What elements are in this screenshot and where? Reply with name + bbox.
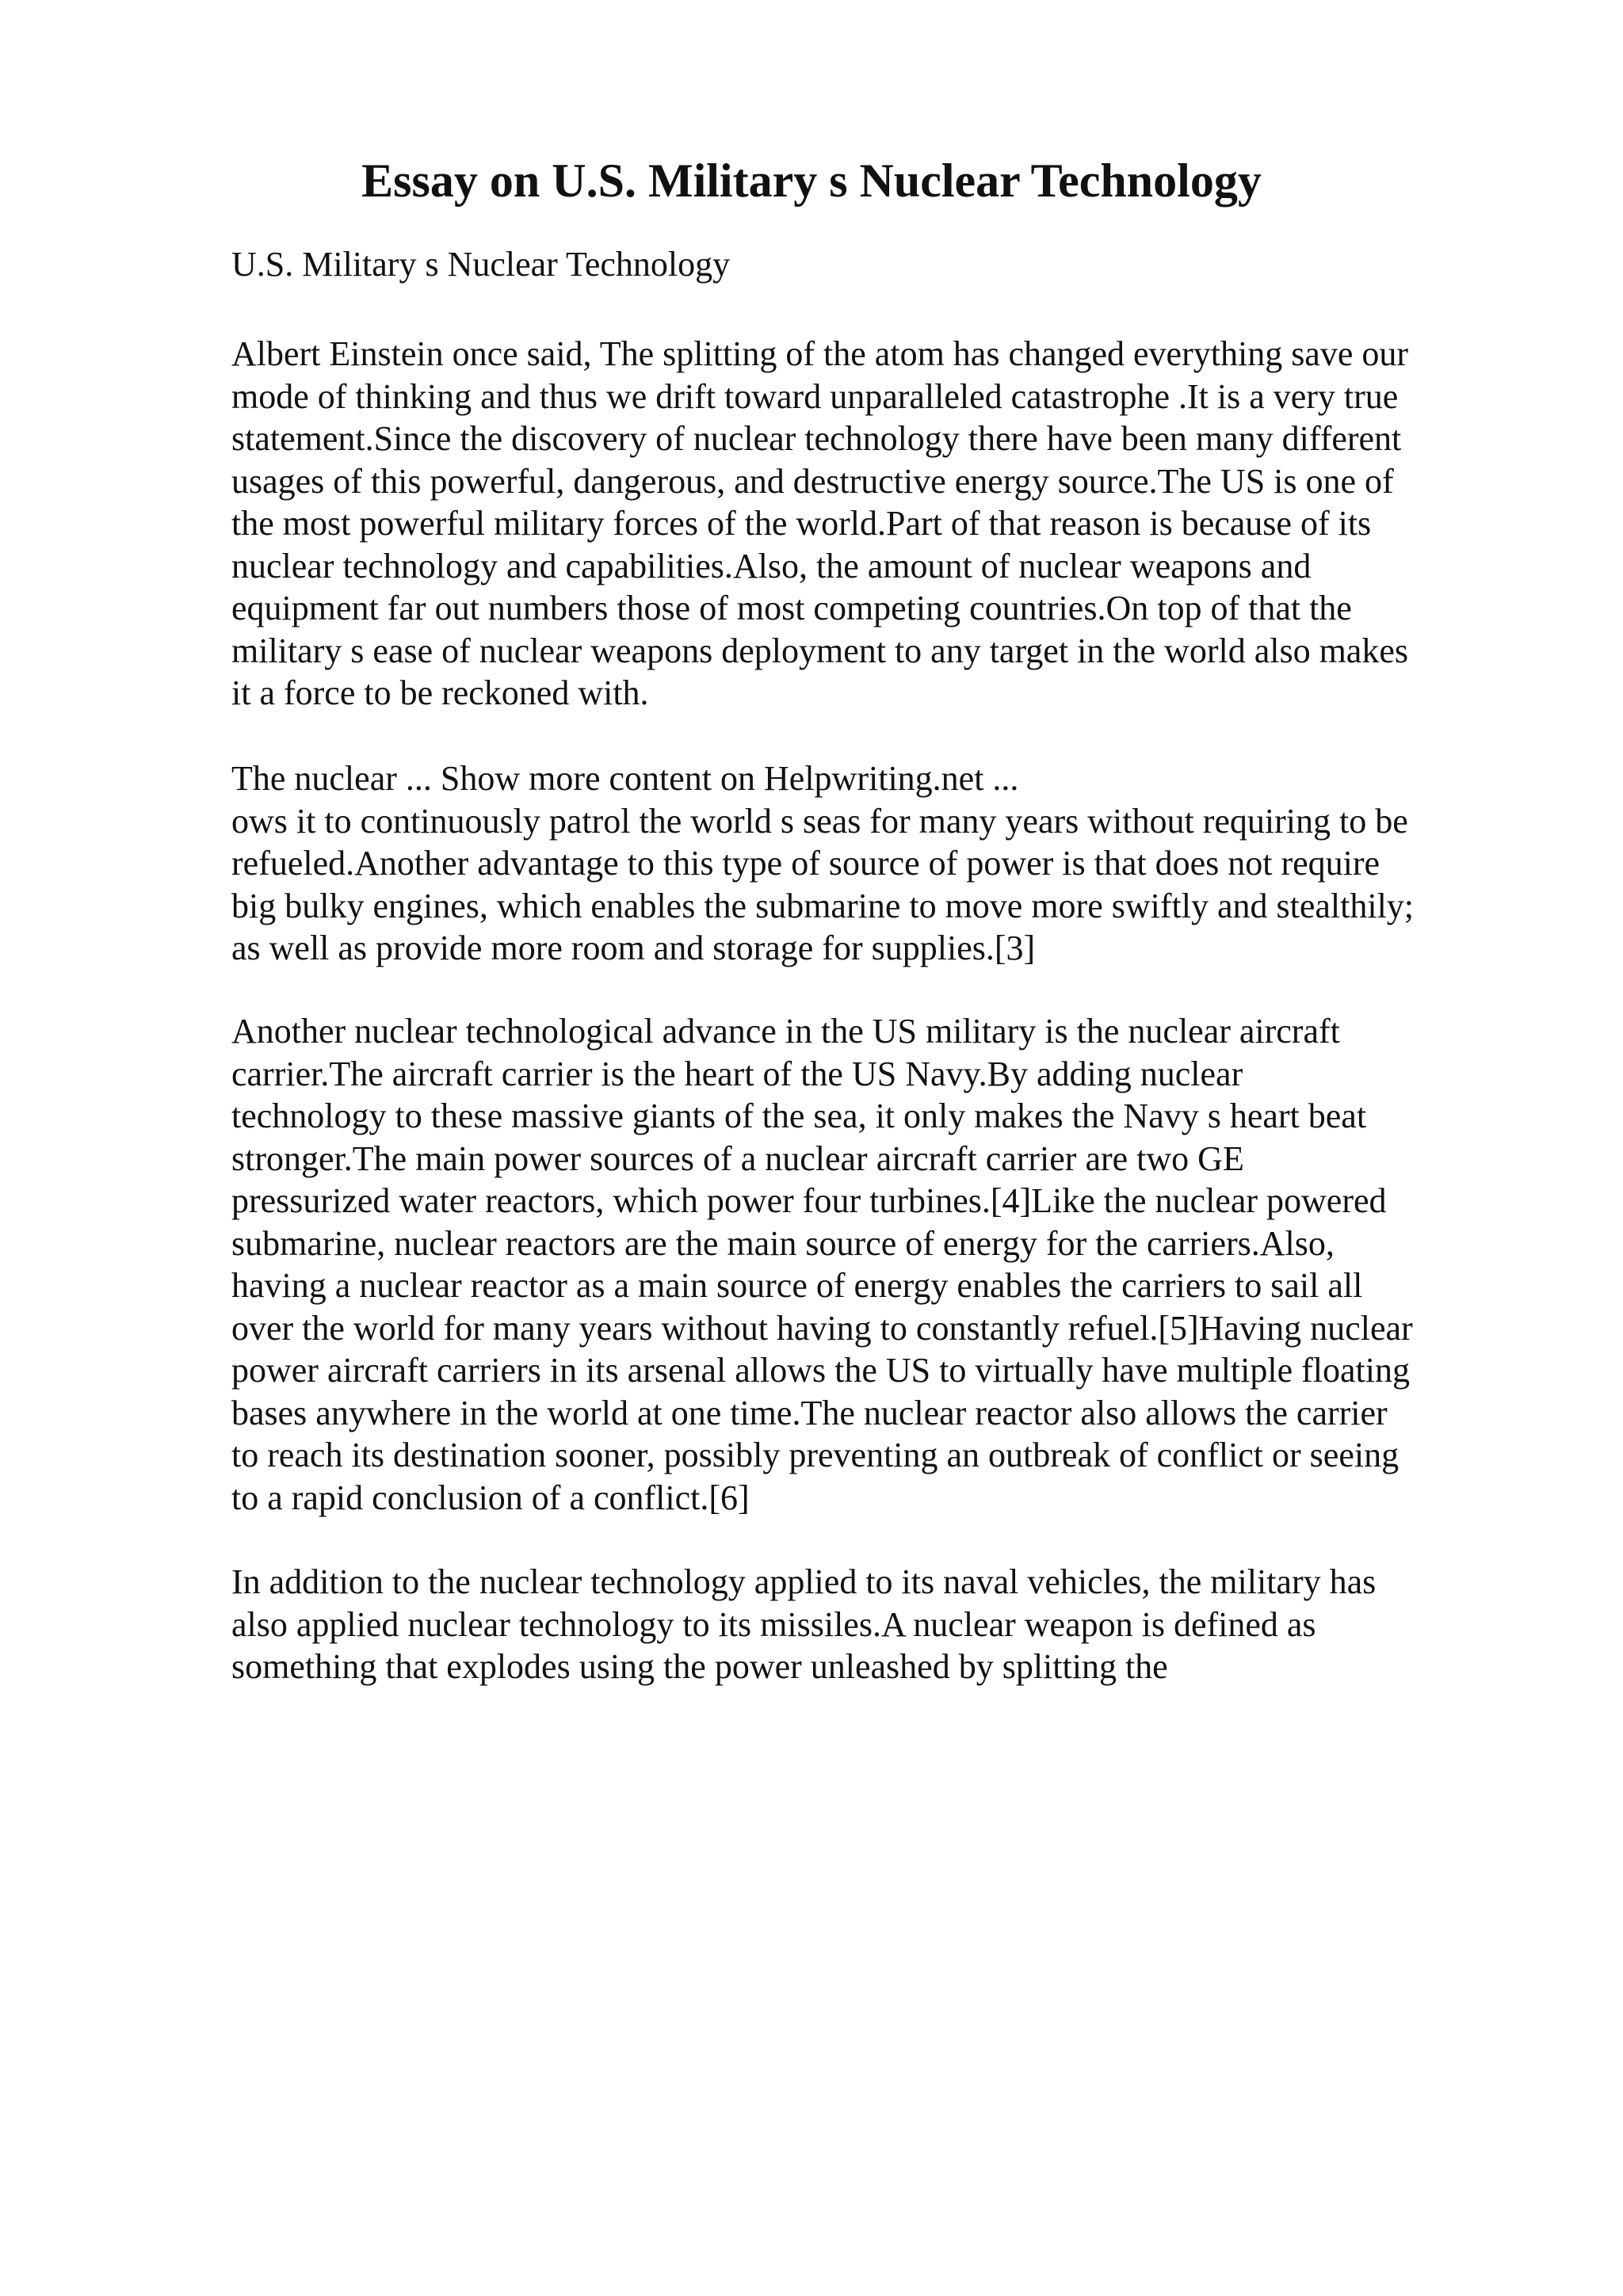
- text-line: equipment far out numbers those of most competing countries.On top of that the: [231, 589, 1352, 627]
- text-line: Albert Einstein once said, The splitting of the atom has changed everything save our: [231, 334, 1409, 373]
- text-line: over the world for many years without having to constantly refuel.[5]Having nuclear: [231, 1308, 1413, 1348]
- text-line: to a rapid conclusion of a conflict.[6]: [231, 1478, 750, 1517]
- paragraph-missiles: [231, 1561, 1376, 1688]
- document-subtitle: U.S. Military s Nuclear Technology: [231, 245, 731, 284]
- text-line: the most powerful military forces of the world.Part of that reason is because of its: [231, 504, 1372, 543]
- paragraph-aircraft-carrier: [231, 1010, 1413, 1519]
- text-line: refueled.Another advantage to this type of source of power is that does not require: [231, 844, 1381, 883]
- document-title: Essay on U.S. Military s Nuclear Technology: [361, 154, 1262, 207]
- text-line: nuclear technology and capabilities.Also, the amount of nuclear weapons and: [231, 546, 1312, 585]
- text-line: also applied nuclear technology to its missiles.A nuclear weapon is defined as: [231, 1604, 1316, 1644]
- text-line: power aircraft carriers in its arsenal allows the US to virtually have multiple floating: [231, 1351, 1410, 1390]
- text-line: it a force to be reckoned with.: [231, 673, 649, 712]
- text-line: Another nuclear technological advance in the US military is the nuclear aircraft: [231, 1012, 1340, 1051]
- text-line: something that explodes using the power unleashed by splitting the: [231, 1647, 1168, 1686]
- text-line: stronger.The main power sources of a nuclear aircraft carrier are two GE: [231, 1138, 1244, 1178]
- text-line: pressurized water reactors, which power four turbines.[4]Like the nuclear powered: [231, 1181, 1387, 1220]
- paragraph-intro: [231, 333, 1408, 715]
- text-line: military s ease of nuclear weapons deployment to any target in the world also makes: [231, 631, 1408, 670]
- text-line: submarine, nuclear reactors are the main source of energy for the carriers.Also,: [231, 1223, 1335, 1263]
- text-line: usages of this powerful, dangerous, and destructive energy source.The US is one of: [231, 461, 1394, 501]
- text-line: In addition to the nuclear technology applied to its naval vehicles, the military has: [231, 1562, 1377, 1601]
- text-line: having a nuclear reactor as a main source of energy enables the carriers to sail all: [231, 1266, 1363, 1305]
- text-line: statement.Since the discovery of nuclear technology there have been many different: [231, 419, 1402, 458]
- text-line: bases anywhere in the world at one time.The nuclear reactor also allows the carrier: [231, 1393, 1388, 1432]
- text-line: carrier.The aircraft carrier is the heart of the US Navy.By adding nuclear: [231, 1054, 1243, 1093]
- text-line: technology to these massive giants of the sea, it only makes the Navy s heart beat: [231, 1097, 1367, 1135]
- text-line: as well as provide more room and storage for supplies.[3]: [231, 929, 1036, 967]
- text-line: big bulky engines, which enables the submarine to move more swiftly and stealthily;: [231, 886, 1415, 925]
- text-line: to reach its destination sooner, possibly preventing an outbreak of conflict or seeing: [231, 1436, 1400, 1474]
- text-line: The nuclear ... Show more content on Helpwriting.net ...: [231, 759, 1019, 798]
- paragraph-submarine: [231, 757, 1414, 970]
- text-line: ows it to continuously patrol the world s seas for many years without requiring to be: [231, 801, 1408, 841]
- text-line: mode of thinking and thus we drift toward unparalleled catastrophe .It is a very true: [231, 376, 1399, 416]
